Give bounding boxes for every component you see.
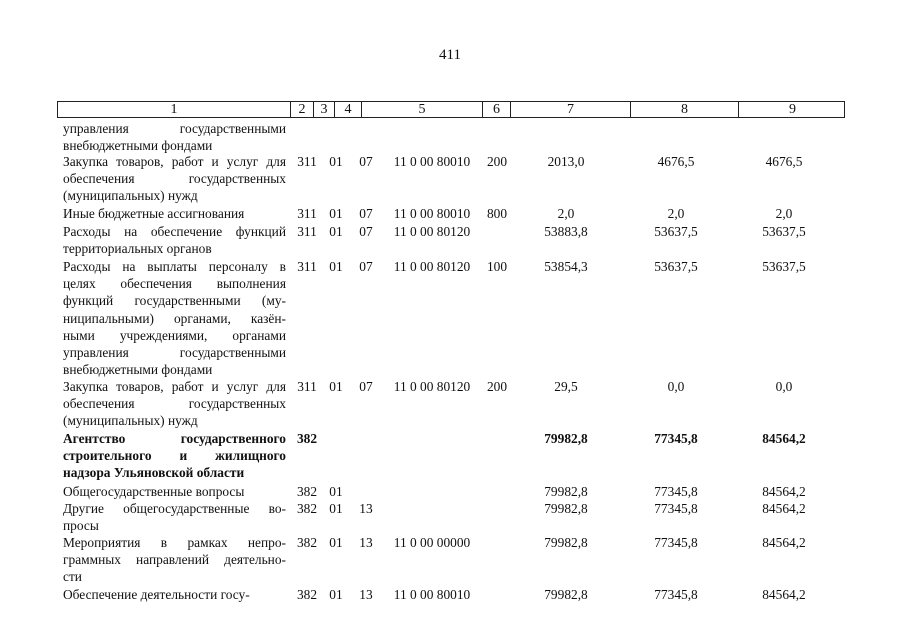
amount-col-7: 29,5 <box>554 379 578 394</box>
description-line: внебюджетными фондами <box>63 138 213 154</box>
amount-col-8: 77345,8 <box>654 484 698 499</box>
row-description <box>63 500 286 534</box>
header-col-3: 3 <box>314 102 335 117</box>
description-line: граммных направлений деятельно- <box>63 552 286 568</box>
row-description <box>63 223 286 257</box>
gr-code: 311 <box>297 206 317 221</box>
amount-col-9: 4676,5 <box>765 154 803 169</box>
pr-code: 07 <box>359 259 373 274</box>
row-description <box>63 378 286 430</box>
description-line: Расходы на обеспечение функций <box>63 224 286 239</box>
header-col-9: 9 <box>789 102 796 117</box>
description-line: Закупка товаров, работ и услуг для <box>63 154 286 169</box>
pr-code: 07 <box>359 379 373 394</box>
amount-col-8: 77345,8 <box>654 535 698 550</box>
pr-code: 07 <box>359 224 373 239</box>
gr-code: 382 <box>296 431 318 446</box>
rz-code: 01 <box>329 587 343 602</box>
header-col-4: 4 <box>335 102 362 117</box>
description-line: управления государственными <box>63 121 286 136</box>
amount-col-9: 0,0 <box>775 379 793 394</box>
amount-col-9: 84564,2 <box>762 431 806 446</box>
row-description <box>63 153 286 205</box>
amount-col-9: 84564,2 <box>762 501 806 516</box>
rz-code: 01 <box>329 501 343 516</box>
description-line: Расходы на выплаты персоналу в <box>63 259 286 274</box>
description-line: (муниципальных) нужд <box>63 413 198 429</box>
header-col-1: 1 <box>58 102 291 117</box>
gr-code: 382 <box>296 501 318 516</box>
gr-code: 382 <box>296 535 318 550</box>
row-description <box>63 430 286 482</box>
description-line: Обеспечение деятельности госу- <box>63 587 250 602</box>
csr-code: 11 0 00 80010 <box>393 154 471 169</box>
row-description <box>63 258 286 378</box>
vr-code: 200 <box>486 154 508 169</box>
description-line: строительного и жилищного <box>63 448 286 464</box>
row-description <box>63 534 286 586</box>
row-description <box>63 205 286 222</box>
csr-code: 11 0 00 80120 <box>393 224 471 239</box>
description-line: Закупка товаров, работ и услуг для <box>63 379 286 394</box>
gr-code: 382 <box>296 587 318 602</box>
amount-col-7: 2,0 <box>557 206 575 221</box>
amount-col-8: 2,0 <box>667 206 685 221</box>
vr-code: 100 <box>486 259 508 274</box>
description-line: Общегосударственные вопросы <box>63 484 245 499</box>
rz-code: 01 <box>329 379 343 394</box>
pr-code: 13 <box>359 501 373 516</box>
row-description <box>63 586 286 603</box>
description-line: просы <box>63 518 99 534</box>
csr-code: 11 0 00 00000 <box>393 535 471 550</box>
page-number: 411 <box>439 47 461 63</box>
description-line: обеспечения государственных <box>63 171 286 187</box>
description-line: внебюджетными фондами <box>63 362 213 378</box>
pr-code: 07 <box>359 154 373 169</box>
description-line: обеспечения государственных <box>63 396 286 412</box>
description-line: Другие общегосударственные во- <box>63 501 286 516</box>
amount-col-8: 77345,8 <box>654 501 698 516</box>
pr-code: 07 <box>359 206 373 221</box>
row-description <box>63 120 286 154</box>
amount-col-8: 53637,5 <box>654 224 698 239</box>
gr-code: 311 <box>297 259 317 274</box>
amount-col-7: 79982,8 <box>544 501 588 516</box>
description-line: ниципальными) органами, казён- <box>63 310 286 326</box>
description-line: территориальных органов <box>63 241 212 257</box>
vr-code: 800 <box>486 206 508 221</box>
amount-col-7: 53854,3 <box>544 259 588 274</box>
description-line: Мероприятия в рамках непро- <box>63 535 286 550</box>
description-line: (муниципальных) нужд <box>63 188 198 204</box>
csr-code: 11 0 00 80120 <box>393 259 471 274</box>
amount-col-7: 2013,0 <box>547 154 585 169</box>
rz-code: 01 <box>329 154 343 169</box>
gr-code: 311 <box>297 379 317 394</box>
amount-col-7: 53883,8 <box>544 224 588 239</box>
header-col-6: 6 <box>483 102 511 117</box>
description-line: сти <box>63 569 82 585</box>
amount-col-7: 79982,8 <box>544 535 588 550</box>
description-line: надзора Ульяновской области <box>63 465 245 481</box>
amount-col-7: 79982,8 <box>544 484 588 499</box>
amount-col-8: 53637,5 <box>654 259 698 274</box>
rz-code: 01 <box>329 224 343 239</box>
vr-code: 200 <box>486 379 508 394</box>
amount-col-7: 79982,8 <box>544 587 588 602</box>
rz-code: 01 <box>329 484 343 499</box>
description-line: Иные бюджетные ассигнования <box>63 206 245 221</box>
row-description <box>63 483 286 500</box>
header-col-7: 7 <box>511 102 631 117</box>
amount-col-8: 4676,5 <box>657 154 695 169</box>
header-col-8: 8 <box>631 102 739 117</box>
description-line: управления государственными <box>63 345 286 361</box>
header-col-5: 5 <box>362 102 483 117</box>
rz-code: 01 <box>329 206 343 221</box>
amount-col-9: 84564,2 <box>762 535 806 550</box>
amount-col-9: 53637,5 <box>762 224 806 239</box>
amount-col-9: 2,0 <box>775 206 793 221</box>
gr-code: 311 <box>297 154 317 169</box>
amount-col-9: 53637,5 <box>762 259 806 274</box>
header-col-2: 2 <box>291 102 314 117</box>
rz-code: 01 <box>329 535 343 550</box>
csr-code: 11 0 00 80010 <box>393 587 471 602</box>
amount-col-9: 84564,2 <box>762 484 806 499</box>
description-line: ными учреждениями, органами <box>63 327 286 343</box>
description-line: Агентство государственного <box>63 431 286 446</box>
gr-code: 382 <box>296 484 318 499</box>
amount-col-7: 79982,8 <box>544 431 588 446</box>
gr-code: 311 <box>297 224 317 239</box>
rz-code: 01 <box>329 259 343 274</box>
csr-code: 11 0 00 80010 <box>393 206 471 221</box>
pr-code: 13 <box>359 587 373 602</box>
description-line: функций государственными (му- <box>63 293 286 309</box>
amount-col-8: 77345,8 <box>654 587 698 602</box>
amount-col-8: 77345,8 <box>654 431 698 446</box>
csr-code: 11 0 00 80120 <box>393 379 471 394</box>
description-line: целях обеспечения выполнения <box>63 276 286 292</box>
pr-code: 13 <box>359 535 373 550</box>
amount-col-9: 84564,2 <box>762 587 806 602</box>
amount-col-8: 0,0 <box>667 379 685 394</box>
table-header <box>57 101 845 118</box>
